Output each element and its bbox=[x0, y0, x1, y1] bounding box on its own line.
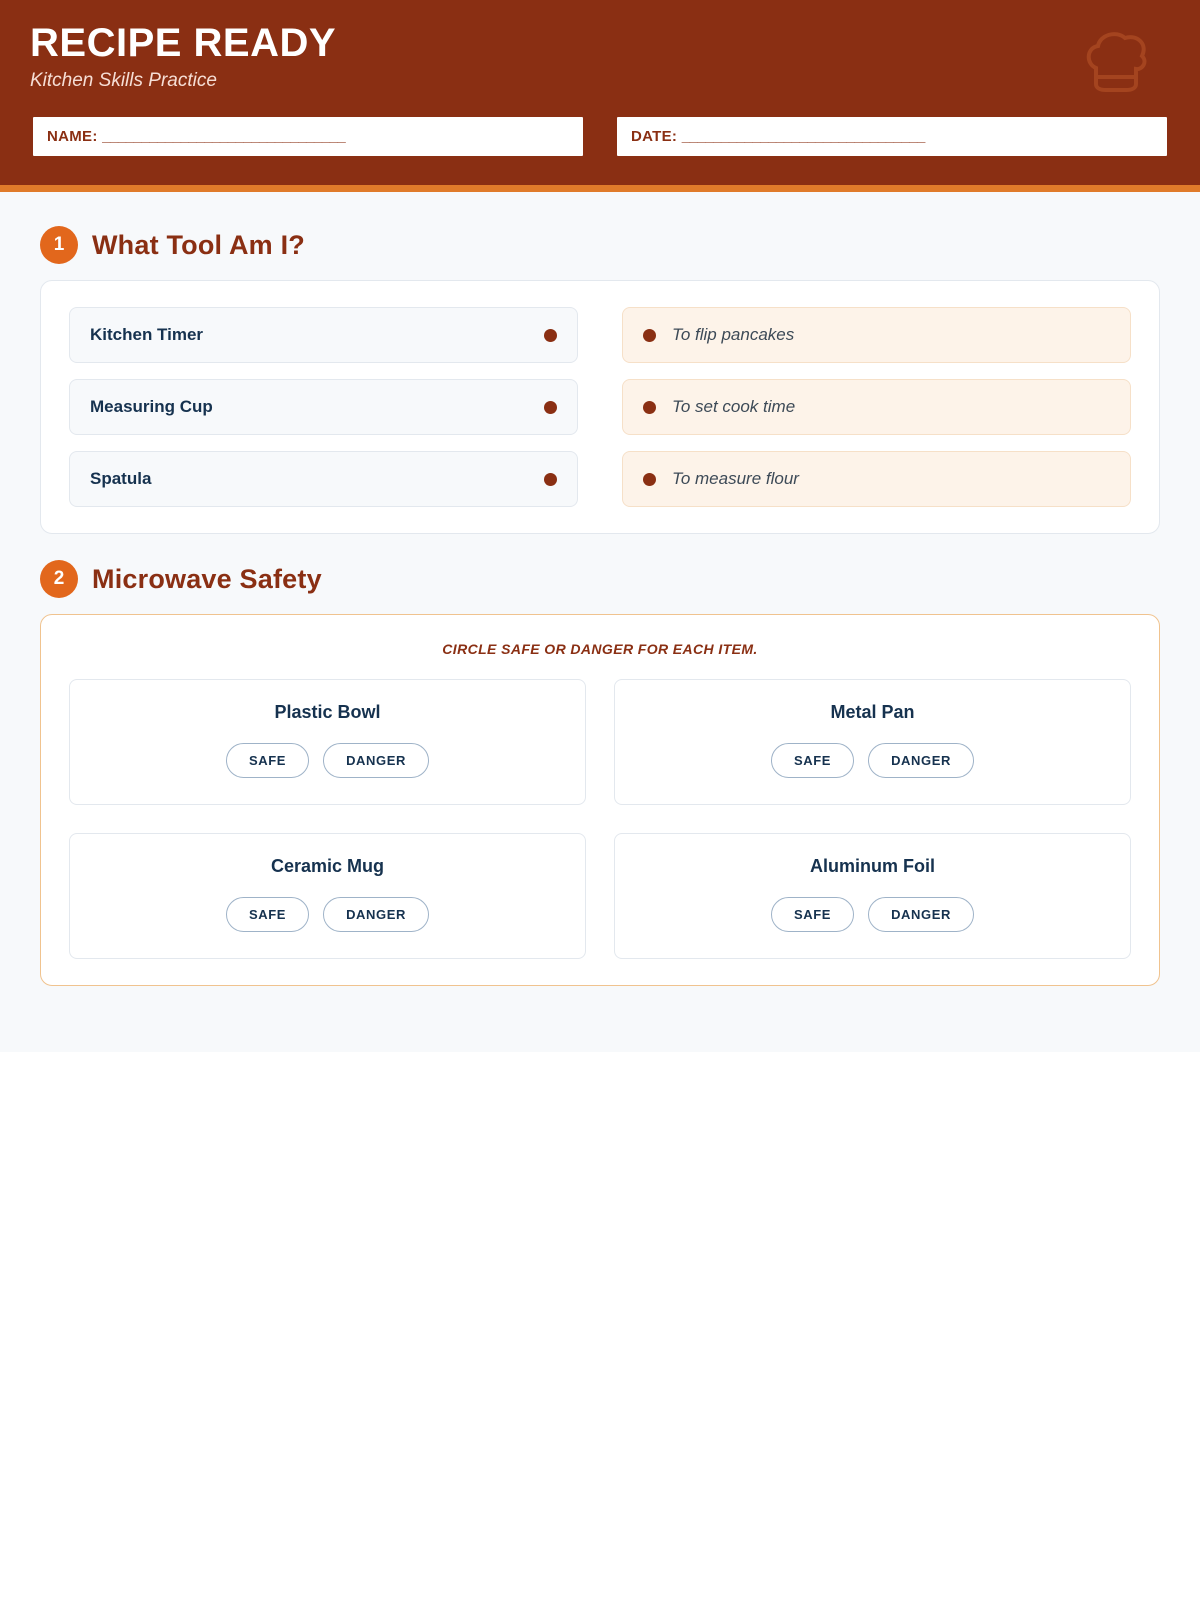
definition-label: To set cook time bbox=[672, 397, 796, 416]
name-field[interactable] bbox=[30, 114, 586, 159]
safety-item-label: Aluminum Foil bbox=[810, 856, 935, 876]
safety-item-label: Metal Pan bbox=[830, 702, 915, 722]
tool-item[interactable] bbox=[69, 451, 578, 507]
section-2-header bbox=[40, 560, 1160, 598]
section-1-title: What Tool Am I? bbox=[92, 229, 305, 260]
tool-label: Measuring Cup bbox=[90, 397, 213, 416]
date-field-label: DATE: bbox=[631, 128, 678, 145]
name-field-line: _______________________________ bbox=[102, 128, 346, 145]
page-title: RECIPE READY bbox=[30, 21, 337, 65]
section-1-number: 1 bbox=[40, 226, 78, 264]
definition-item[interactable] bbox=[622, 451, 1131, 507]
match-dot-icon[interactable] bbox=[643, 473, 656, 486]
section-2-title: Microwave Safety bbox=[92, 563, 322, 594]
danger-option[interactable]: DANGER bbox=[868, 897, 974, 932]
safe-option[interactable]: SAFE bbox=[226, 743, 309, 778]
definition-column bbox=[622, 307, 1131, 507]
section-1-header bbox=[40, 226, 1160, 264]
date-field-line: _______________________________ bbox=[681, 128, 925, 145]
safety-item bbox=[614, 833, 1131, 959]
section-2-number: 2 bbox=[40, 560, 78, 598]
danger-option[interactable]: DANGER bbox=[868, 743, 974, 778]
tool-item[interactable] bbox=[69, 307, 578, 363]
tool-column bbox=[69, 307, 578, 507]
page-header bbox=[0, 0, 1200, 192]
definition-label: To flip pancakes bbox=[672, 325, 795, 344]
tool-label: Kitchen Timer bbox=[90, 325, 204, 344]
page-subtitle: Kitchen Skills Practice bbox=[30, 70, 217, 91]
date-field[interactable] bbox=[614, 114, 1170, 159]
safe-option[interactable]: SAFE bbox=[226, 897, 309, 932]
student-fields bbox=[30, 114, 1170, 159]
match-dot-icon[interactable] bbox=[544, 329, 557, 342]
match-dot-icon[interactable] bbox=[544, 401, 557, 414]
definition-label: To measure flour bbox=[672, 469, 799, 488]
safety-item-label: Plastic Bowl bbox=[274, 702, 381, 722]
safety-item bbox=[69, 679, 586, 805]
tool-item[interactable] bbox=[69, 379, 578, 435]
safety-item-label: Ceramic Mug bbox=[270, 856, 385, 876]
safety-item bbox=[614, 679, 1131, 805]
match-dot-icon[interactable] bbox=[643, 401, 656, 414]
match-dot-icon[interactable] bbox=[544, 473, 557, 486]
matching-card bbox=[40, 280, 1160, 534]
chef-hat-icon bbox=[1082, 28, 1152, 94]
match-dot-icon[interactable] bbox=[643, 329, 656, 342]
safety-item bbox=[69, 833, 586, 959]
danger-option[interactable]: DANGER bbox=[323, 897, 429, 932]
definition-item[interactable] bbox=[622, 379, 1131, 435]
safe-option[interactable]: SAFE bbox=[771, 897, 854, 932]
name-field-label: NAME: bbox=[47, 128, 98, 145]
danger-option[interactable]: DANGER bbox=[323, 743, 429, 778]
worksheet-body bbox=[0, 192, 1200, 1052]
safety-grid bbox=[69, 679, 1131, 959]
safety-instruction: CIRCLE SAFE OR DANGER FOR EACH ITEM. bbox=[442, 641, 758, 657]
definition-item[interactable] bbox=[622, 307, 1131, 363]
tool-label: Spatula bbox=[90, 469, 152, 488]
safe-option[interactable]: SAFE bbox=[771, 743, 854, 778]
safety-card bbox=[40, 614, 1160, 986]
